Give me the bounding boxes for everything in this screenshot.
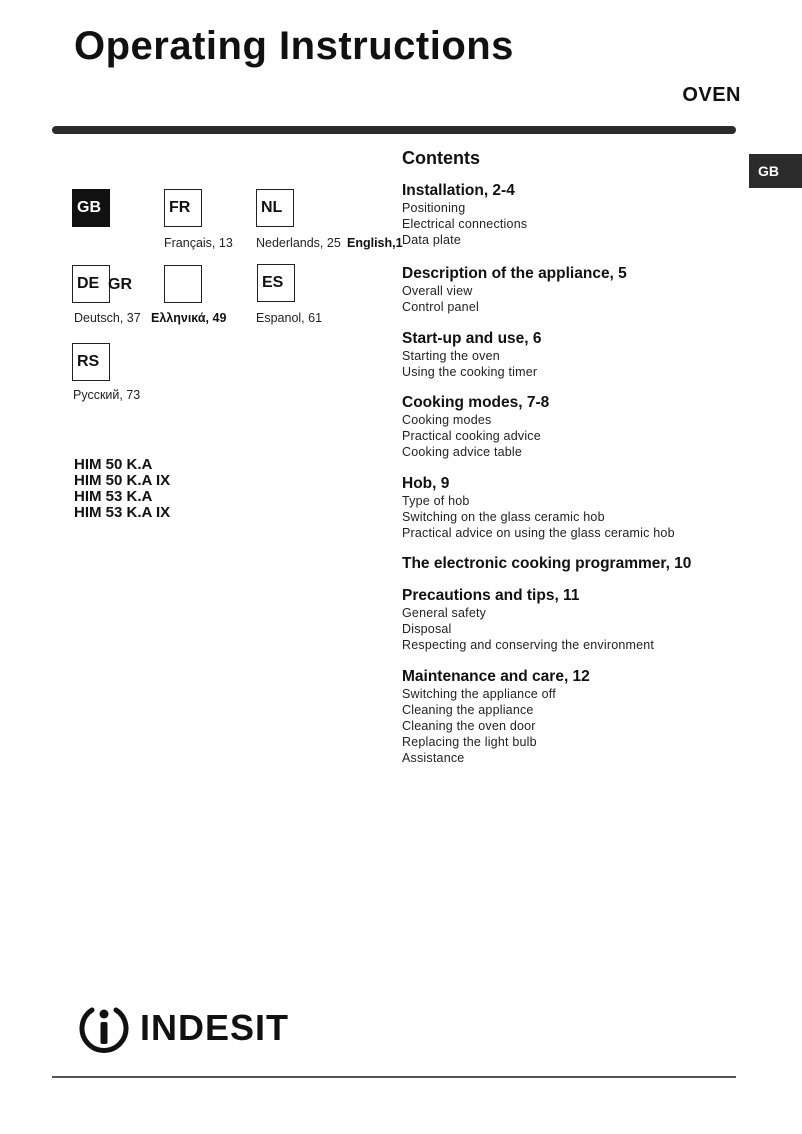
toc-item: Cooking modes bbox=[402, 413, 492, 427]
table-of-contents bbox=[402, 146, 742, 777]
lang-label-gr: Ελληνικά, 49 bbox=[151, 311, 227, 325]
toc-item: General safety bbox=[402, 606, 487, 620]
model-name: HIM 50 K.A bbox=[74, 456, 153, 473]
model-name: HIM 53 K.A IX bbox=[74, 504, 171, 521]
toc-item: Overall view bbox=[402, 284, 473, 298]
indesit-logo-icon bbox=[78, 1002, 130, 1054]
toc-item: Starting the oven bbox=[402, 349, 500, 363]
toc-section-title: Start-up and use, 6 bbox=[402, 330, 542, 347]
lang-box-es: ES bbox=[257, 264, 295, 302]
toc-item: Cleaning the oven door bbox=[402, 719, 536, 733]
toc-item: Replacing the light bulb bbox=[402, 735, 537, 749]
page-title: Operating Instructions bbox=[74, 24, 514, 68]
lang-label-de: Deutsch, 37 bbox=[74, 311, 141, 325]
toc-section bbox=[402, 668, 742, 766]
lang-label-en: English,1 bbox=[347, 236, 403, 250]
lang-label-fr: Français, 13 bbox=[164, 236, 233, 250]
footer-divider bbox=[52, 1076, 736, 1078]
toc-section-title: Installation, 2-4 bbox=[402, 182, 515, 199]
lang-box-gb: GB bbox=[72, 189, 110, 227]
toc-item: Data plate bbox=[402, 233, 461, 247]
brand-name: INDESIT bbox=[140, 1007, 290, 1048]
toc-section-title: Maintenance and care, 12 bbox=[402, 668, 590, 685]
toc-section bbox=[402, 555, 742, 573]
toc-section-title: Description of the appliance, 5 bbox=[402, 265, 627, 282]
lang-box-nl: NL bbox=[256, 189, 294, 227]
lang-box-gr bbox=[164, 265, 202, 303]
toc-item: Electrical connections bbox=[402, 217, 528, 231]
toc-item: Practical advice on using the glass ceramic hob bbox=[402, 526, 675, 540]
toc-section bbox=[402, 394, 742, 460]
toc-item: Positioning bbox=[402, 201, 466, 215]
toc-item: Assistance bbox=[402, 751, 465, 765]
toc-section bbox=[402, 587, 742, 653]
toc-section bbox=[402, 182, 742, 248]
header-divider bbox=[52, 126, 736, 134]
lang-code-gr: GR bbox=[108, 276, 132, 293]
toc-item: Cleaning the appliance bbox=[402, 703, 534, 717]
brand-logo bbox=[78, 1002, 289, 1054]
product-type-label: OVEN bbox=[682, 84, 741, 106]
toc-section bbox=[402, 475, 742, 541]
lang-box-rs: RS bbox=[72, 343, 110, 381]
lang-label-rs: Русский, 73 bbox=[73, 388, 141, 402]
lang-label-nl: Nederlands, 25 bbox=[256, 236, 341, 250]
toc-section-title: Cooking modes, 7-8 bbox=[402, 394, 550, 411]
model-list bbox=[74, 457, 170, 521]
toc-item: Cooking advice table bbox=[402, 445, 523, 459]
toc-item: Practical cooking advice bbox=[402, 429, 541, 443]
toc-item: Respecting and conserving the environment bbox=[402, 638, 655, 652]
toc-item: Switching on the glass ceramic hob bbox=[402, 510, 605, 524]
toc-item: Control panel bbox=[402, 300, 479, 314]
lang-box-fr: FR bbox=[164, 189, 202, 227]
lang-box-de: DE bbox=[72, 265, 110, 303]
toc-item: Switching the appliance off bbox=[402, 687, 556, 701]
contents-title: Contents bbox=[402, 148, 480, 168]
toc-section bbox=[402, 330, 742, 380]
toc-item: Disposal bbox=[402, 622, 452, 636]
lang-label-es: Espanol, 61 bbox=[256, 311, 323, 325]
toc-item: Type of hob bbox=[402, 494, 470, 508]
toc-section-title: The electronic cooking programmer, 10 bbox=[402, 555, 692, 572]
model-name: HIM 53 K.A bbox=[74, 488, 153, 505]
toc-section-title: Hob, 9 bbox=[402, 475, 450, 492]
model-name: HIM 50 K.A IX bbox=[74, 472, 171, 489]
language-tab-gb: GB bbox=[749, 154, 802, 188]
toc-section bbox=[402, 265, 742, 315]
toc-item: Using the cooking timer bbox=[402, 365, 538, 379]
toc-section-title: Precautions and tips, 11 bbox=[402, 587, 580, 604]
